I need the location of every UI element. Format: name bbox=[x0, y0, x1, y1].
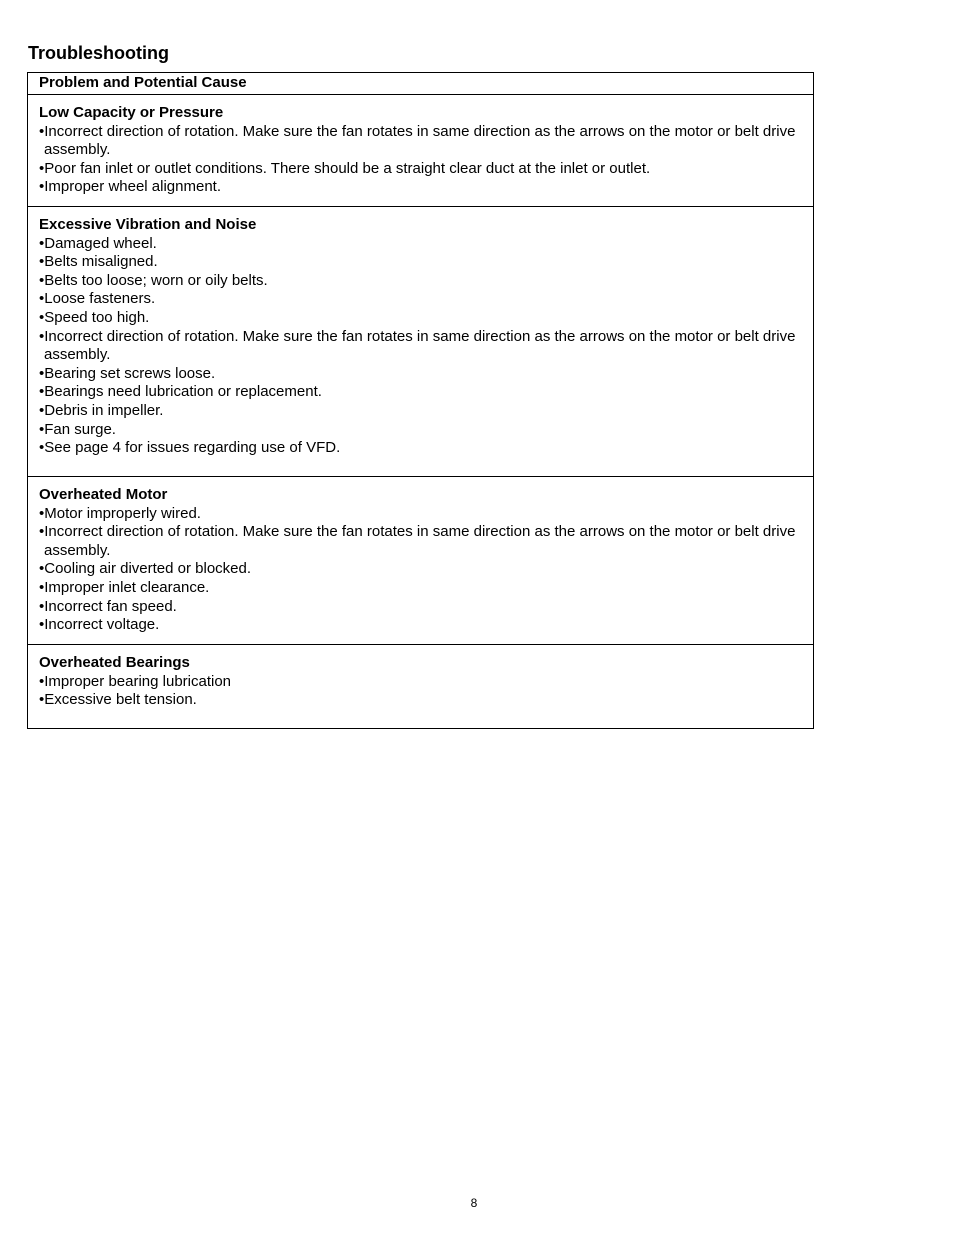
cause-item: •Incorrect direction of rotation. Make sure the fan rotates in same direction as the arrows on the motor or belt drive assembly. bbox=[39, 122, 796, 159]
table-header: Problem and Potential Cause bbox=[28, 73, 813, 95]
section-title: Excessive Vibration and Noise bbox=[39, 216, 257, 233]
troubleshooting-table bbox=[27, 72, 814, 729]
cause-item: •Bearing set screws loose. bbox=[39, 364, 216, 382]
cause-item: •Debris in impeller. bbox=[39, 401, 164, 419]
cause-item: •Poor fan inlet or outlet conditions. There should be a straight clear duct at the inlet or outlet. bbox=[39, 159, 651, 177]
page-title: Troubleshooting bbox=[28, 43, 169, 63]
cause-list bbox=[39, 235, 799, 458]
cause-item: •Motor improperly wired. bbox=[39, 504, 201, 522]
cause-item: •Incorrect direction of rotation. Make sure the fan rotates in same direction as the arrows on the motor or belt drive assembly. bbox=[39, 327, 796, 364]
cause-list bbox=[39, 505, 799, 635]
section-title: Overheated Motor bbox=[39, 486, 168, 503]
cause-list bbox=[39, 123, 799, 197]
cause-item: •Speed too high. bbox=[39, 308, 150, 326]
section-overheated-motor bbox=[28, 477, 813, 645]
cause-item: •Improper wheel alignment. bbox=[39, 178, 222, 196]
section-excessive-vibration-and-noise bbox=[28, 207, 813, 477]
cause-item: •Bearings need lubrication or replacement. bbox=[39, 383, 322, 401]
section-overheated-bearings bbox=[28, 645, 813, 728]
cause-item: •Improper inlet clearance. bbox=[39, 578, 210, 596]
cause-item: •See page 4 for issues regarding use of VFD. bbox=[39, 439, 341, 457]
page-number: 8 bbox=[470, 1196, 478, 1210]
cause-item: •Fan surge. bbox=[39, 420, 116, 438]
cause-item: •Improper bearing lubrication bbox=[39, 672, 232, 690]
cause-item: •Incorrect voltage. bbox=[39, 616, 160, 634]
cause-item: •Excessive belt tension. bbox=[39, 691, 197, 709]
cause-item: •Loose fasteners. bbox=[39, 290, 156, 308]
section-low-capacity-or-pressure bbox=[28, 95, 813, 207]
cause-item: •Cooling air diverted or blocked. bbox=[39, 560, 252, 578]
cause-item: •Damaged wheel. bbox=[39, 234, 157, 252]
cause-item: •Belts too loose; worn or oily belts. bbox=[39, 271, 268, 289]
cause-item: •Incorrect fan speed. bbox=[39, 597, 177, 615]
cause-item: •Incorrect direction of rotation. Make sure the fan rotates in same direction as the arrows on the motor or belt drive assembly. bbox=[39, 523, 796, 559]
section-title: Low Capacity or Pressure bbox=[39, 104, 224, 121]
cause-list bbox=[39, 673, 799, 710]
section-title: Overheated Bearings bbox=[39, 654, 190, 671]
cause-item: •Belts misaligned. bbox=[39, 253, 158, 271]
